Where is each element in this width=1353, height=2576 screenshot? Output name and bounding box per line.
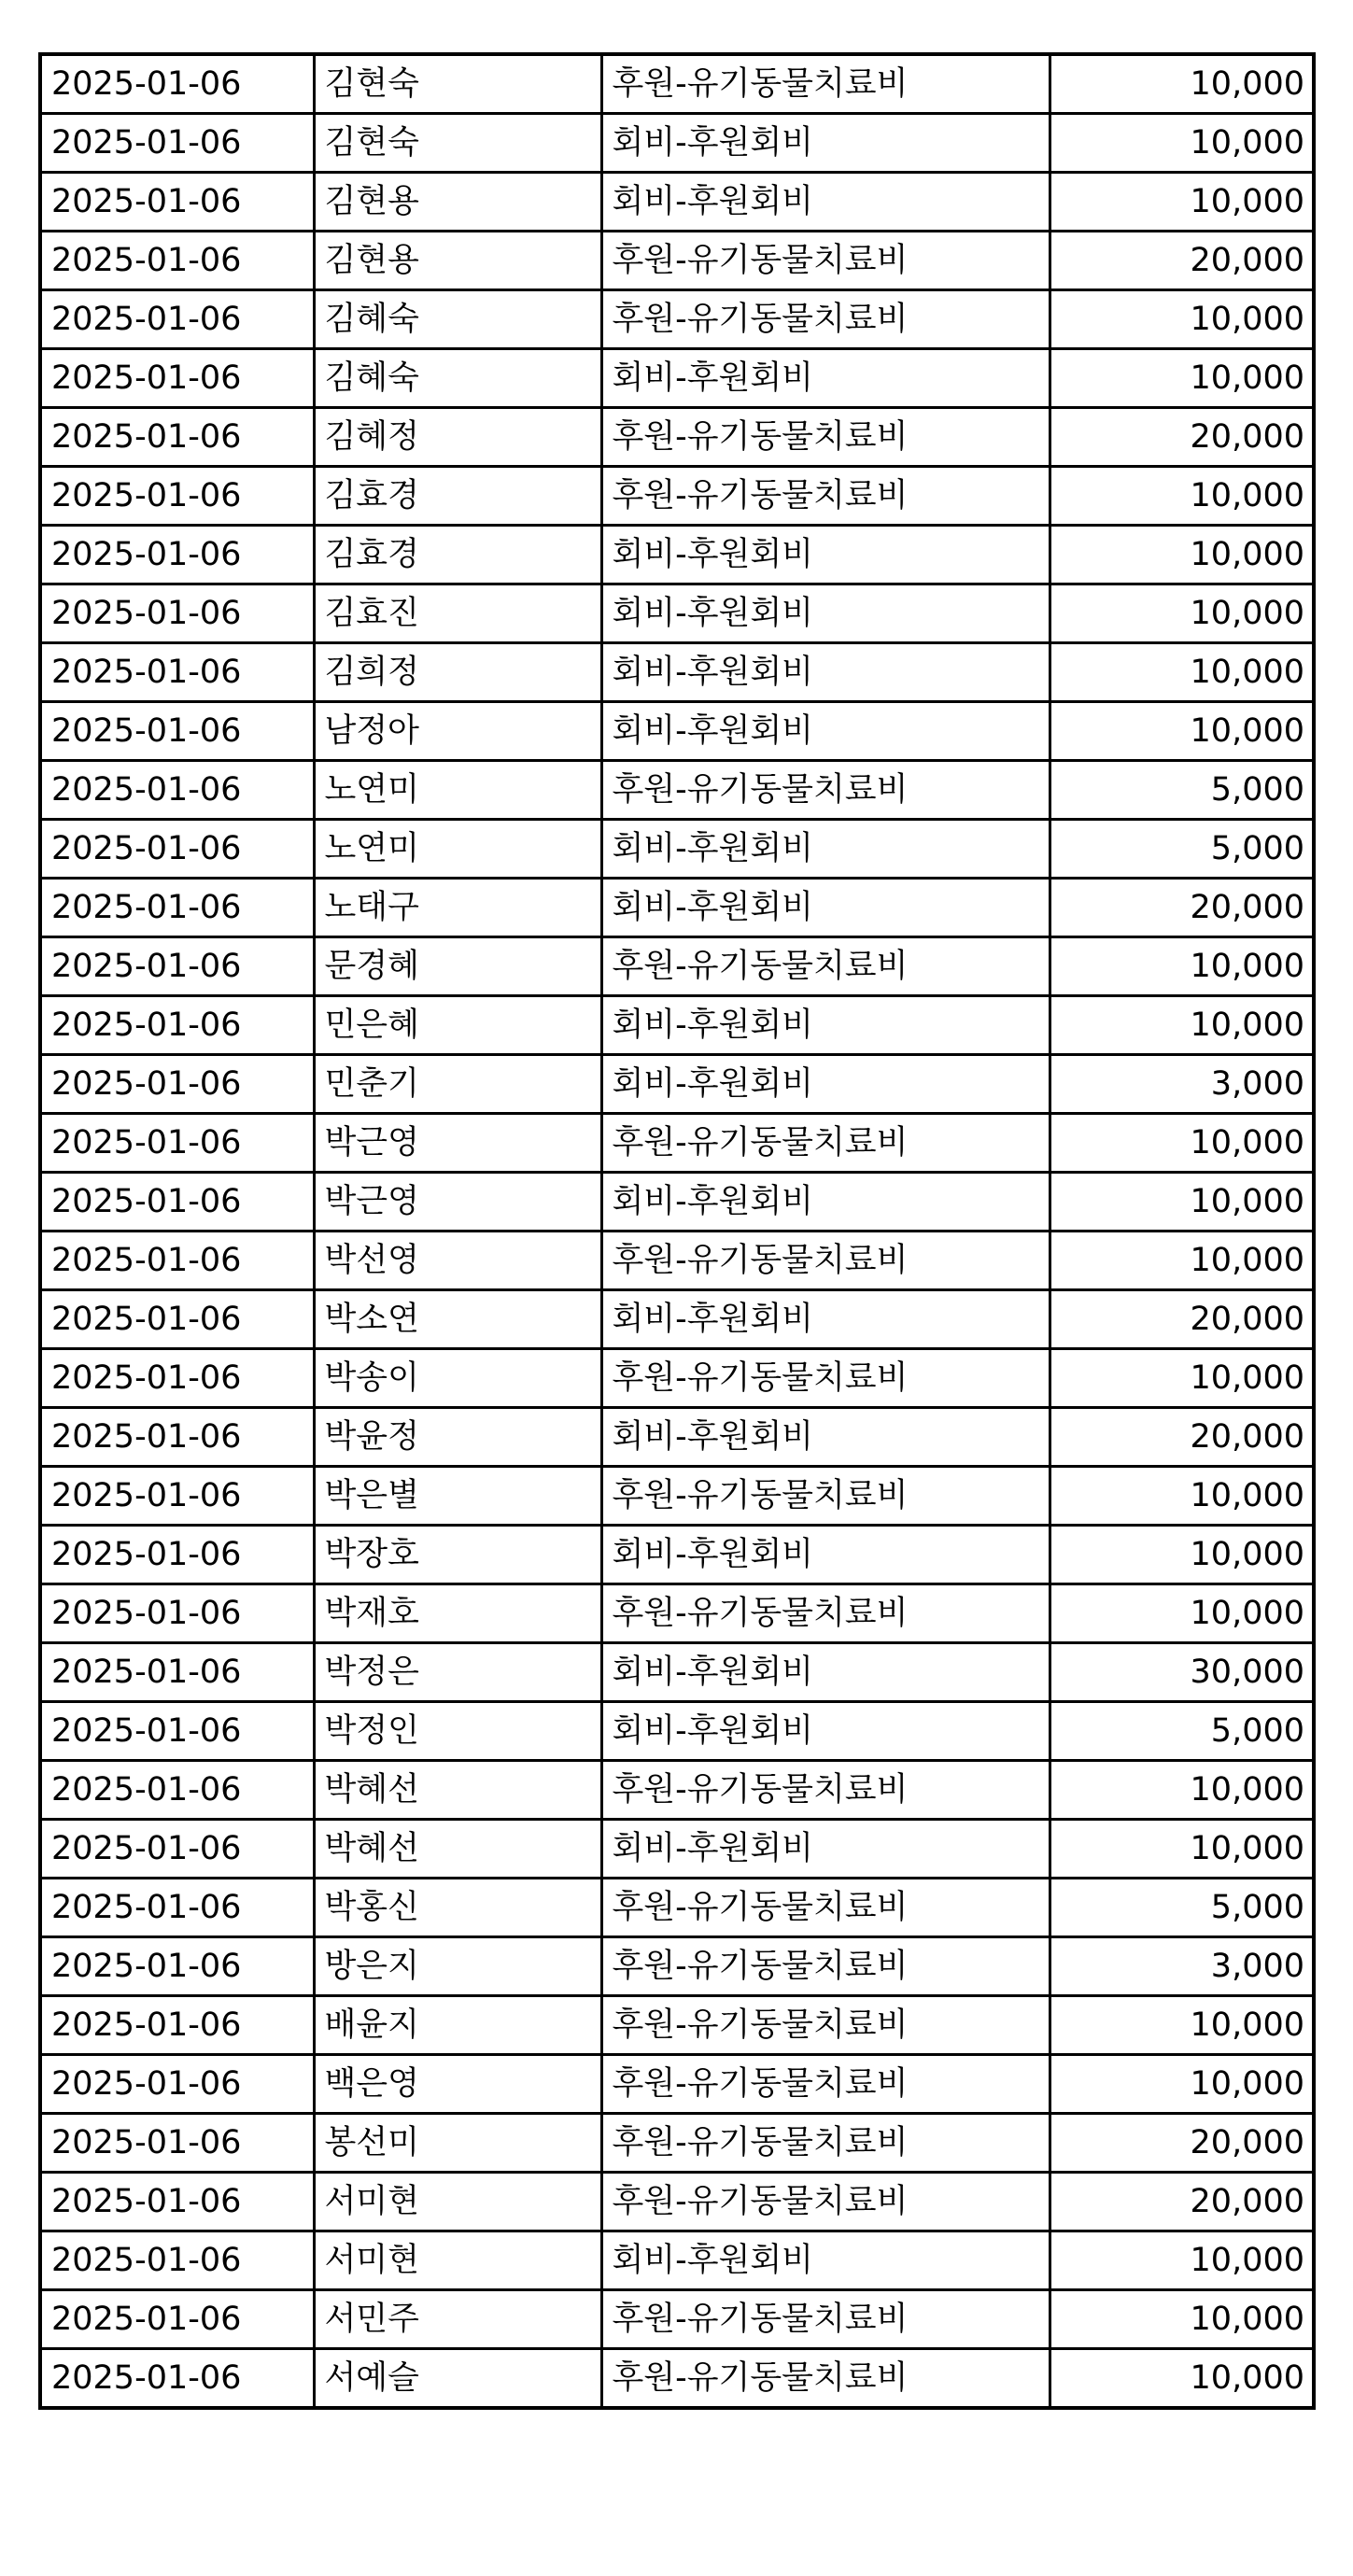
table-row: [40, 1114, 1314, 1173]
date-cell: 2025-01-06: [40, 2231, 314, 2290]
table-row: [40, 1879, 1314, 1937]
amount-cell: 5,000: [1050, 1879, 1314, 1937]
amount-cell: 5,000: [1050, 761, 1314, 820]
name-cell: 남정아: [314, 702, 601, 761]
amount-cell: 10,000: [1050, 349, 1314, 408]
amount-cell: 10,000: [1050, 1761, 1314, 1820]
table-row: [40, 1290, 1314, 1349]
table-row: [40, 1761, 1314, 1820]
table-row: [40, 1408, 1314, 1467]
amount-cell: 10,000: [1050, 1232, 1314, 1290]
name-cell: 문경혜: [314, 937, 601, 996]
name-cell: 박근영: [314, 1114, 601, 1173]
category-cell: 후원-유기동물치료비: [601, 2055, 1050, 2114]
table-row: [40, 408, 1314, 467]
date-cell: 2025-01-06: [40, 1055, 314, 1114]
table-row: [40, 879, 1314, 937]
name-cell: 배윤지: [314, 1996, 601, 2055]
table-row: [40, 1055, 1314, 1114]
date-cell: 2025-01-06: [40, 584, 314, 643]
name-cell: 박윤정: [314, 1408, 601, 1467]
name-cell: 김혜정: [314, 408, 601, 467]
table-row: [40, 2173, 1314, 2231]
name-cell: 서예슬: [314, 2349, 601, 2409]
table-row: [40, 1643, 1314, 1702]
table-row: [40, 349, 1314, 408]
date-cell: 2025-01-06: [40, 1467, 314, 1526]
table-row: [40, 2055, 1314, 2114]
amount-cell: 10,000: [1050, 54, 1314, 114]
category-cell: 후원-유기동물치료비: [601, 1937, 1050, 1996]
date-cell: 2025-01-06: [40, 1643, 314, 1702]
date-cell: 2025-01-06: [40, 1173, 314, 1232]
amount-cell: 10,000: [1050, 173, 1314, 232]
name-cell: 방은지: [314, 1937, 601, 1996]
name-cell: 민은혜: [314, 996, 601, 1055]
category-cell: 후원-유기동물치료비: [601, 408, 1050, 467]
table-row: [40, 1173, 1314, 1232]
date-cell: 2025-01-06: [40, 54, 314, 114]
category-cell: 회비-후원회비: [601, 702, 1050, 761]
name-cell: 노태구: [314, 879, 601, 937]
table-row: [40, 584, 1314, 643]
category-cell: 회비-후원회비: [601, 1820, 1050, 1879]
amount-cell: 10,000: [1050, 1526, 1314, 1584]
date-cell: 2025-01-06: [40, 232, 314, 290]
name-cell: 박재호: [314, 1584, 601, 1643]
date-cell: 2025-01-06: [40, 2290, 314, 2349]
name-cell: 서미현: [314, 2173, 601, 2231]
amount-cell: 20,000: [1050, 2173, 1314, 2231]
amount-cell: 10,000: [1050, 2290, 1314, 2349]
date-cell: 2025-01-06: [40, 1584, 314, 1643]
name-cell: 박정인: [314, 1702, 601, 1761]
amount-cell: 3,000: [1050, 1055, 1314, 1114]
table-row: [40, 1584, 1314, 1643]
table-row: [40, 1996, 1314, 2055]
name-cell: 박혜선: [314, 1820, 601, 1879]
table-row: [40, 173, 1314, 232]
amount-cell: 10,000: [1050, 996, 1314, 1055]
category-cell: 후원-유기동물치료비: [601, 467, 1050, 526]
date-cell: 2025-01-06: [40, 2173, 314, 2231]
name-cell: 박정은: [314, 1643, 601, 1702]
amount-cell: 20,000: [1050, 408, 1314, 467]
date-cell: 2025-01-06: [40, 1290, 314, 1349]
category-cell: 후원-유기동물치료비: [601, 1584, 1050, 1643]
name-cell: 김효경: [314, 526, 601, 584]
category-cell: 후원-유기동물치료비: [601, 1996, 1050, 2055]
name-cell: 박선영: [314, 1232, 601, 1290]
category-cell: 회비-후원회비: [601, 114, 1050, 173]
date-cell: 2025-01-06: [40, 349, 314, 408]
name-cell: 박홍신: [314, 1879, 601, 1937]
name-cell: 김혜숙: [314, 290, 601, 349]
table-row: [40, 761, 1314, 820]
table-row: [40, 1937, 1314, 1996]
amount-cell: 10,000: [1050, 937, 1314, 996]
category-cell: 후원-유기동물치료비: [601, 1114, 1050, 1173]
amount-cell: 10,000: [1050, 2349, 1314, 2409]
amount-cell: 20,000: [1050, 1290, 1314, 1349]
name-cell: 김효경: [314, 467, 601, 526]
category-cell: 회비-후원회비: [601, 996, 1050, 1055]
amount-cell: 10,000: [1050, 1996, 1314, 2055]
name-cell: 박은별: [314, 1467, 601, 1526]
date-cell: 2025-01-06: [40, 879, 314, 937]
category-cell: 후원-유기동물치료비: [601, 761, 1050, 820]
table-row: [40, 114, 1314, 173]
amount-cell: 10,000: [1050, 584, 1314, 643]
category-cell: 회비-후원회비: [601, 526, 1050, 584]
amount-cell: 10,000: [1050, 1173, 1314, 1232]
amount-cell: 5,000: [1050, 1702, 1314, 1761]
date-cell: 2025-01-06: [40, 1114, 314, 1173]
category-cell: 후원-유기동물치료비: [601, 54, 1050, 114]
table-row: [40, 1349, 1314, 1408]
name-cell: 박장호: [314, 1526, 601, 1584]
category-cell: 후원-유기동물치료비: [601, 2173, 1050, 2231]
date-cell: 2025-01-06: [40, 114, 314, 173]
date-cell: 2025-01-06: [40, 1232, 314, 1290]
amount-cell: 10,000: [1050, 2231, 1314, 2290]
date-cell: 2025-01-06: [40, 643, 314, 702]
date-cell: 2025-01-06: [40, 937, 314, 996]
category-cell: 회비-후원회비: [601, 173, 1050, 232]
amount-cell: 10,000: [1050, 702, 1314, 761]
name-cell: 김현숙: [314, 114, 601, 173]
amount-cell: 3,000: [1050, 1937, 1314, 1996]
amount-cell: 20,000: [1050, 879, 1314, 937]
category-cell: 회비-후원회비: [601, 1702, 1050, 1761]
table-row: [40, 1232, 1314, 1290]
amount-cell: 10,000: [1050, 643, 1314, 702]
category-cell: 후원-유기동물치료비: [601, 1467, 1050, 1526]
category-cell: 회비-후원회비: [601, 1173, 1050, 1232]
date-cell: 2025-01-06: [40, 1937, 314, 1996]
table-row: [40, 2290, 1314, 2349]
category-cell: 후원-유기동물치료비: [601, 232, 1050, 290]
category-cell: 후원-유기동물치료비: [601, 2349, 1050, 2409]
category-cell: 후원-유기동물치료비: [601, 1232, 1050, 1290]
category-cell: 회비-후원회비: [601, 643, 1050, 702]
category-cell: 회비-후원회비: [601, 584, 1050, 643]
amount-cell: 20,000: [1050, 2114, 1314, 2173]
category-cell: 회비-후원회비: [601, 820, 1050, 879]
category-cell: 회비-후원회비: [601, 1408, 1050, 1467]
amount-cell: 5,000: [1050, 820, 1314, 879]
date-cell: 2025-01-06: [40, 820, 314, 879]
table-row: [40, 1467, 1314, 1526]
date-cell: 2025-01-06: [40, 1761, 314, 1820]
table-row: [40, 937, 1314, 996]
table-row: [40, 54, 1314, 114]
amount-cell: 10,000: [1050, 1467, 1314, 1526]
date-cell: 2025-01-06: [40, 2349, 314, 2409]
category-cell: 후원-유기동물치료비: [601, 2114, 1050, 2173]
name-cell: 김혜숙: [314, 349, 601, 408]
name-cell: 서미현: [314, 2231, 601, 2290]
category-cell: 회비-후원회비: [601, 2231, 1050, 2290]
date-cell: 2025-01-06: [40, 2055, 314, 2114]
amount-cell: 10,000: [1050, 290, 1314, 349]
name-cell: 박혜선: [314, 1761, 601, 1820]
category-cell: 후원-유기동물치료비: [601, 937, 1050, 996]
date-cell: 2025-01-06: [40, 467, 314, 526]
name-cell: 김현숙: [314, 54, 601, 114]
category-cell: 후원-유기동물치료비: [601, 1349, 1050, 1408]
date-cell: 2025-01-06: [40, 1408, 314, 1467]
date-cell: 2025-01-06: [40, 290, 314, 349]
name-cell: 노연미: [314, 761, 601, 820]
name-cell: 김희정: [314, 643, 601, 702]
amount-cell: 10,000: [1050, 1820, 1314, 1879]
date-cell: 2025-01-06: [40, 1702, 314, 1761]
table-row: [40, 702, 1314, 761]
name-cell: 박송이: [314, 1349, 601, 1408]
date-cell: 2025-01-06: [40, 1879, 314, 1937]
amount-cell: 20,000: [1050, 232, 1314, 290]
category-cell: 회비-후원회비: [601, 349, 1050, 408]
table-row: [40, 1702, 1314, 1761]
date-cell: 2025-01-06: [40, 761, 314, 820]
category-cell: 후원-유기동물치료비: [601, 1761, 1050, 1820]
category-cell: 후원-유기동물치료비: [601, 2290, 1050, 2349]
date-cell: 2025-01-06: [40, 408, 314, 467]
category-cell: 후원-유기동물치료비: [601, 1879, 1050, 1937]
name-cell: 백은영: [314, 2055, 601, 2114]
table-row: [40, 1820, 1314, 1879]
table-row: [40, 232, 1314, 290]
name-cell: 서민주: [314, 2290, 601, 2349]
name-cell: 김현용: [314, 173, 601, 232]
amount-cell: 10,000: [1050, 114, 1314, 173]
amount-cell: 10,000: [1050, 1114, 1314, 1173]
table-row: [40, 526, 1314, 584]
table-row: [40, 643, 1314, 702]
name-cell: 김현용: [314, 232, 601, 290]
table-row: [40, 996, 1314, 1055]
table-row: [40, 290, 1314, 349]
table-row: [40, 467, 1314, 526]
table-row: [40, 2114, 1314, 2173]
date-cell: 2025-01-06: [40, 1820, 314, 1879]
category-cell: 회비-후원회비: [601, 1643, 1050, 1702]
table-row: [40, 1526, 1314, 1584]
table-row: [40, 2349, 1314, 2409]
table-row: [40, 2231, 1314, 2290]
date-cell: 2025-01-06: [40, 2114, 314, 2173]
name-cell: 노연미: [314, 820, 601, 879]
amount-cell: 10,000: [1050, 2055, 1314, 2114]
category-cell: 회비-후원회비: [601, 1290, 1050, 1349]
amount-cell: 30,000: [1050, 1643, 1314, 1702]
amount-cell: 10,000: [1050, 467, 1314, 526]
amount-cell: 20,000: [1050, 1408, 1314, 1467]
date-cell: 2025-01-06: [40, 1526, 314, 1584]
ledger-body: [40, 54, 1314, 2408]
name-cell: 박소연: [314, 1290, 601, 1349]
amount-cell: 10,000: [1050, 526, 1314, 584]
name-cell: 박근영: [314, 1173, 601, 1232]
date-cell: 2025-01-06: [40, 1996, 314, 2055]
name-cell: 민춘기: [314, 1055, 601, 1114]
date-cell: 2025-01-06: [40, 526, 314, 584]
date-cell: 2025-01-06: [40, 996, 314, 1055]
category-cell: 회비-후원회비: [601, 1526, 1050, 1584]
date-cell: 2025-01-06: [40, 702, 314, 761]
table-row: [40, 820, 1314, 879]
name-cell: 봉선미: [314, 2114, 601, 2173]
name-cell: 김효진: [314, 584, 601, 643]
category-cell: 회비-후원회비: [601, 879, 1050, 937]
amount-cell: 10,000: [1050, 1584, 1314, 1643]
category-cell: 후원-유기동물치료비: [601, 290, 1050, 349]
date-cell: 2025-01-06: [40, 1349, 314, 1408]
date-cell: 2025-01-06: [40, 173, 314, 232]
category-cell: 회비-후원회비: [601, 1055, 1050, 1114]
donation-ledger-table: [38, 52, 1316, 2410]
amount-cell: 10,000: [1050, 1349, 1314, 1408]
